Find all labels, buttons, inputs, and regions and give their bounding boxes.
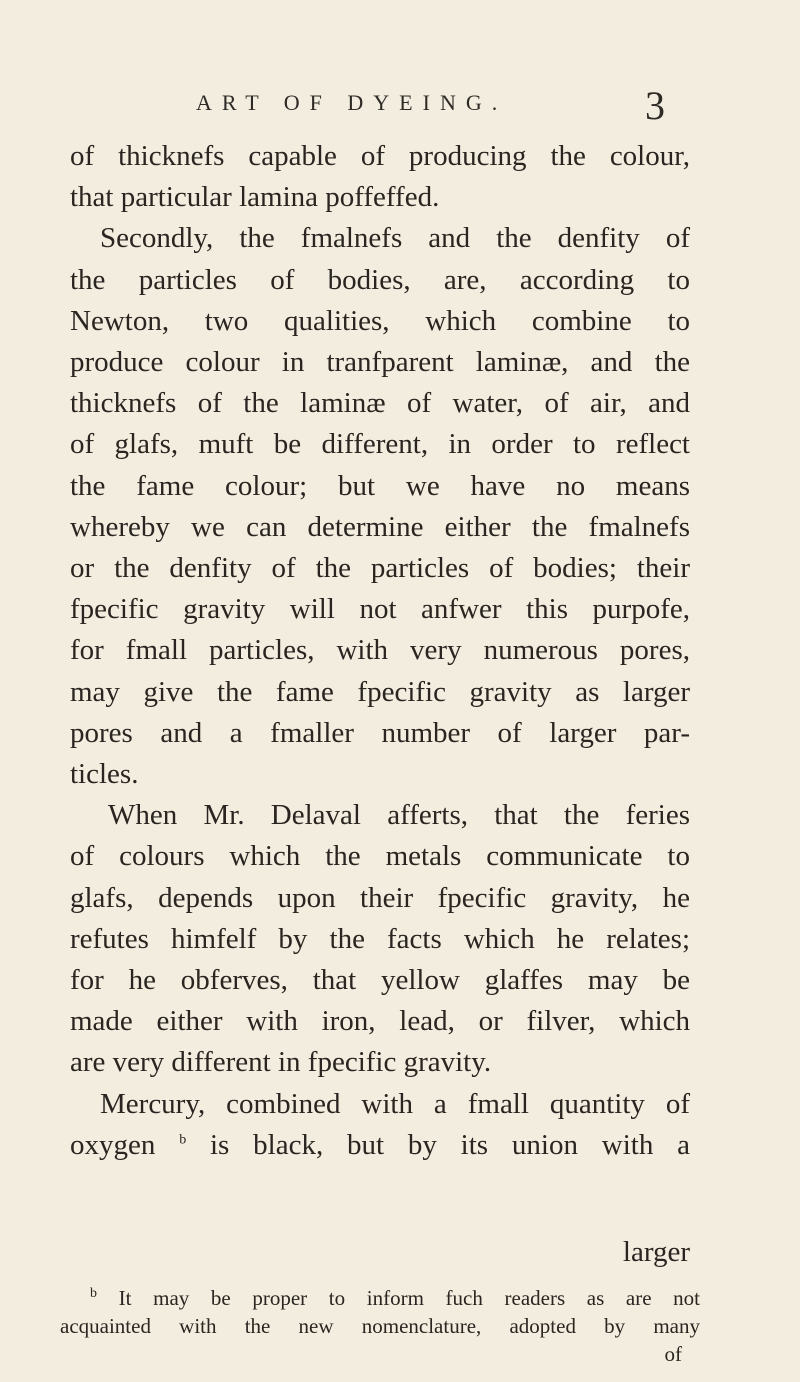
text-line: that particular lamina poffeffed. <box>70 181 440 214</box>
footnote-text: It may be proper to inform fuch readers as are not <box>118 1286 701 1310</box>
text-line <box>70 1125 690 1166</box>
catchword: larger <box>622 1236 690 1268</box>
text-line: are very different in fpecific gravity. <box>70 1046 492 1079</box>
text-line: the fame colour; but we have no means <box>70 469 690 502</box>
text-line: may give the fame fpecific gravity as larger <box>70 675 690 708</box>
text-line: the particles of bodies, are, according to <box>70 263 690 296</box>
text-line: glafs, depends upon their fpecific gravity, he <box>70 881 690 914</box>
text-line: refutes himfelf by the facts which he relates; <box>70 922 690 955</box>
text-line: for he obferves, that yellow glaffes may be <box>70 964 690 997</box>
text-line: of colours which the metals communicate to <box>70 840 690 873</box>
footnote-reference[interactable]: b <box>179 1132 187 1148</box>
text-line: of thicknefs capable of producing the colour, <box>70 140 690 172</box>
text-line: whereby we can determine either the fmalnefs <box>70 510 690 543</box>
body-text <box>70 136 690 1166</box>
text-fragment: is black, but by its union with a <box>210 1128 690 1161</box>
footnote-line: acquainted with the new nomenclature, adopted by many <box>60 1314 700 1338</box>
text-line: pores and a fmaller number of larger par- <box>70 716 690 749</box>
text-line: or the denfity of the particles of bodies; their <box>70 552 690 585</box>
running-title: ART OF DYEING. <box>196 90 508 115</box>
text-line: produce colour in tranfparent laminæ, and the <box>70 346 690 379</box>
footnote-marker: b <box>90 1286 97 1301</box>
page-header <box>196 82 665 128</box>
footnote-catchword: of <box>664 1342 682 1366</box>
page-number: 3 <box>645 83 665 128</box>
text-fragment: oxygen <box>70 1128 156 1161</box>
text-line: fpecific gravity will not anfwer this purpofe, <box>70 593 690 626</box>
footnote-line <box>60 1284 700 1312</box>
text-line: Secondly, the fmalnefs and the denfity of <box>100 222 690 255</box>
footnote <box>60 1284 700 1340</box>
text-line: ticles. <box>70 758 139 791</box>
text-line: of glafs, muft be different, in order to reflect <box>70 428 690 461</box>
text-line: for fmall particles, with very numerous pores, <box>70 634 690 667</box>
text-line: When Mr. Delaval afferts, that the feries <box>108 799 690 832</box>
text-line: Newton, two qualities, which combine to <box>70 304 690 337</box>
text-line: thicknefs of the laminæ of water, of air, and <box>70 387 690 420</box>
text-line: made either with iron, lead, or filver, which <box>70 1005 690 1038</box>
text-line: Mercury, combined with a fmall quantity of <box>100 1087 690 1120</box>
